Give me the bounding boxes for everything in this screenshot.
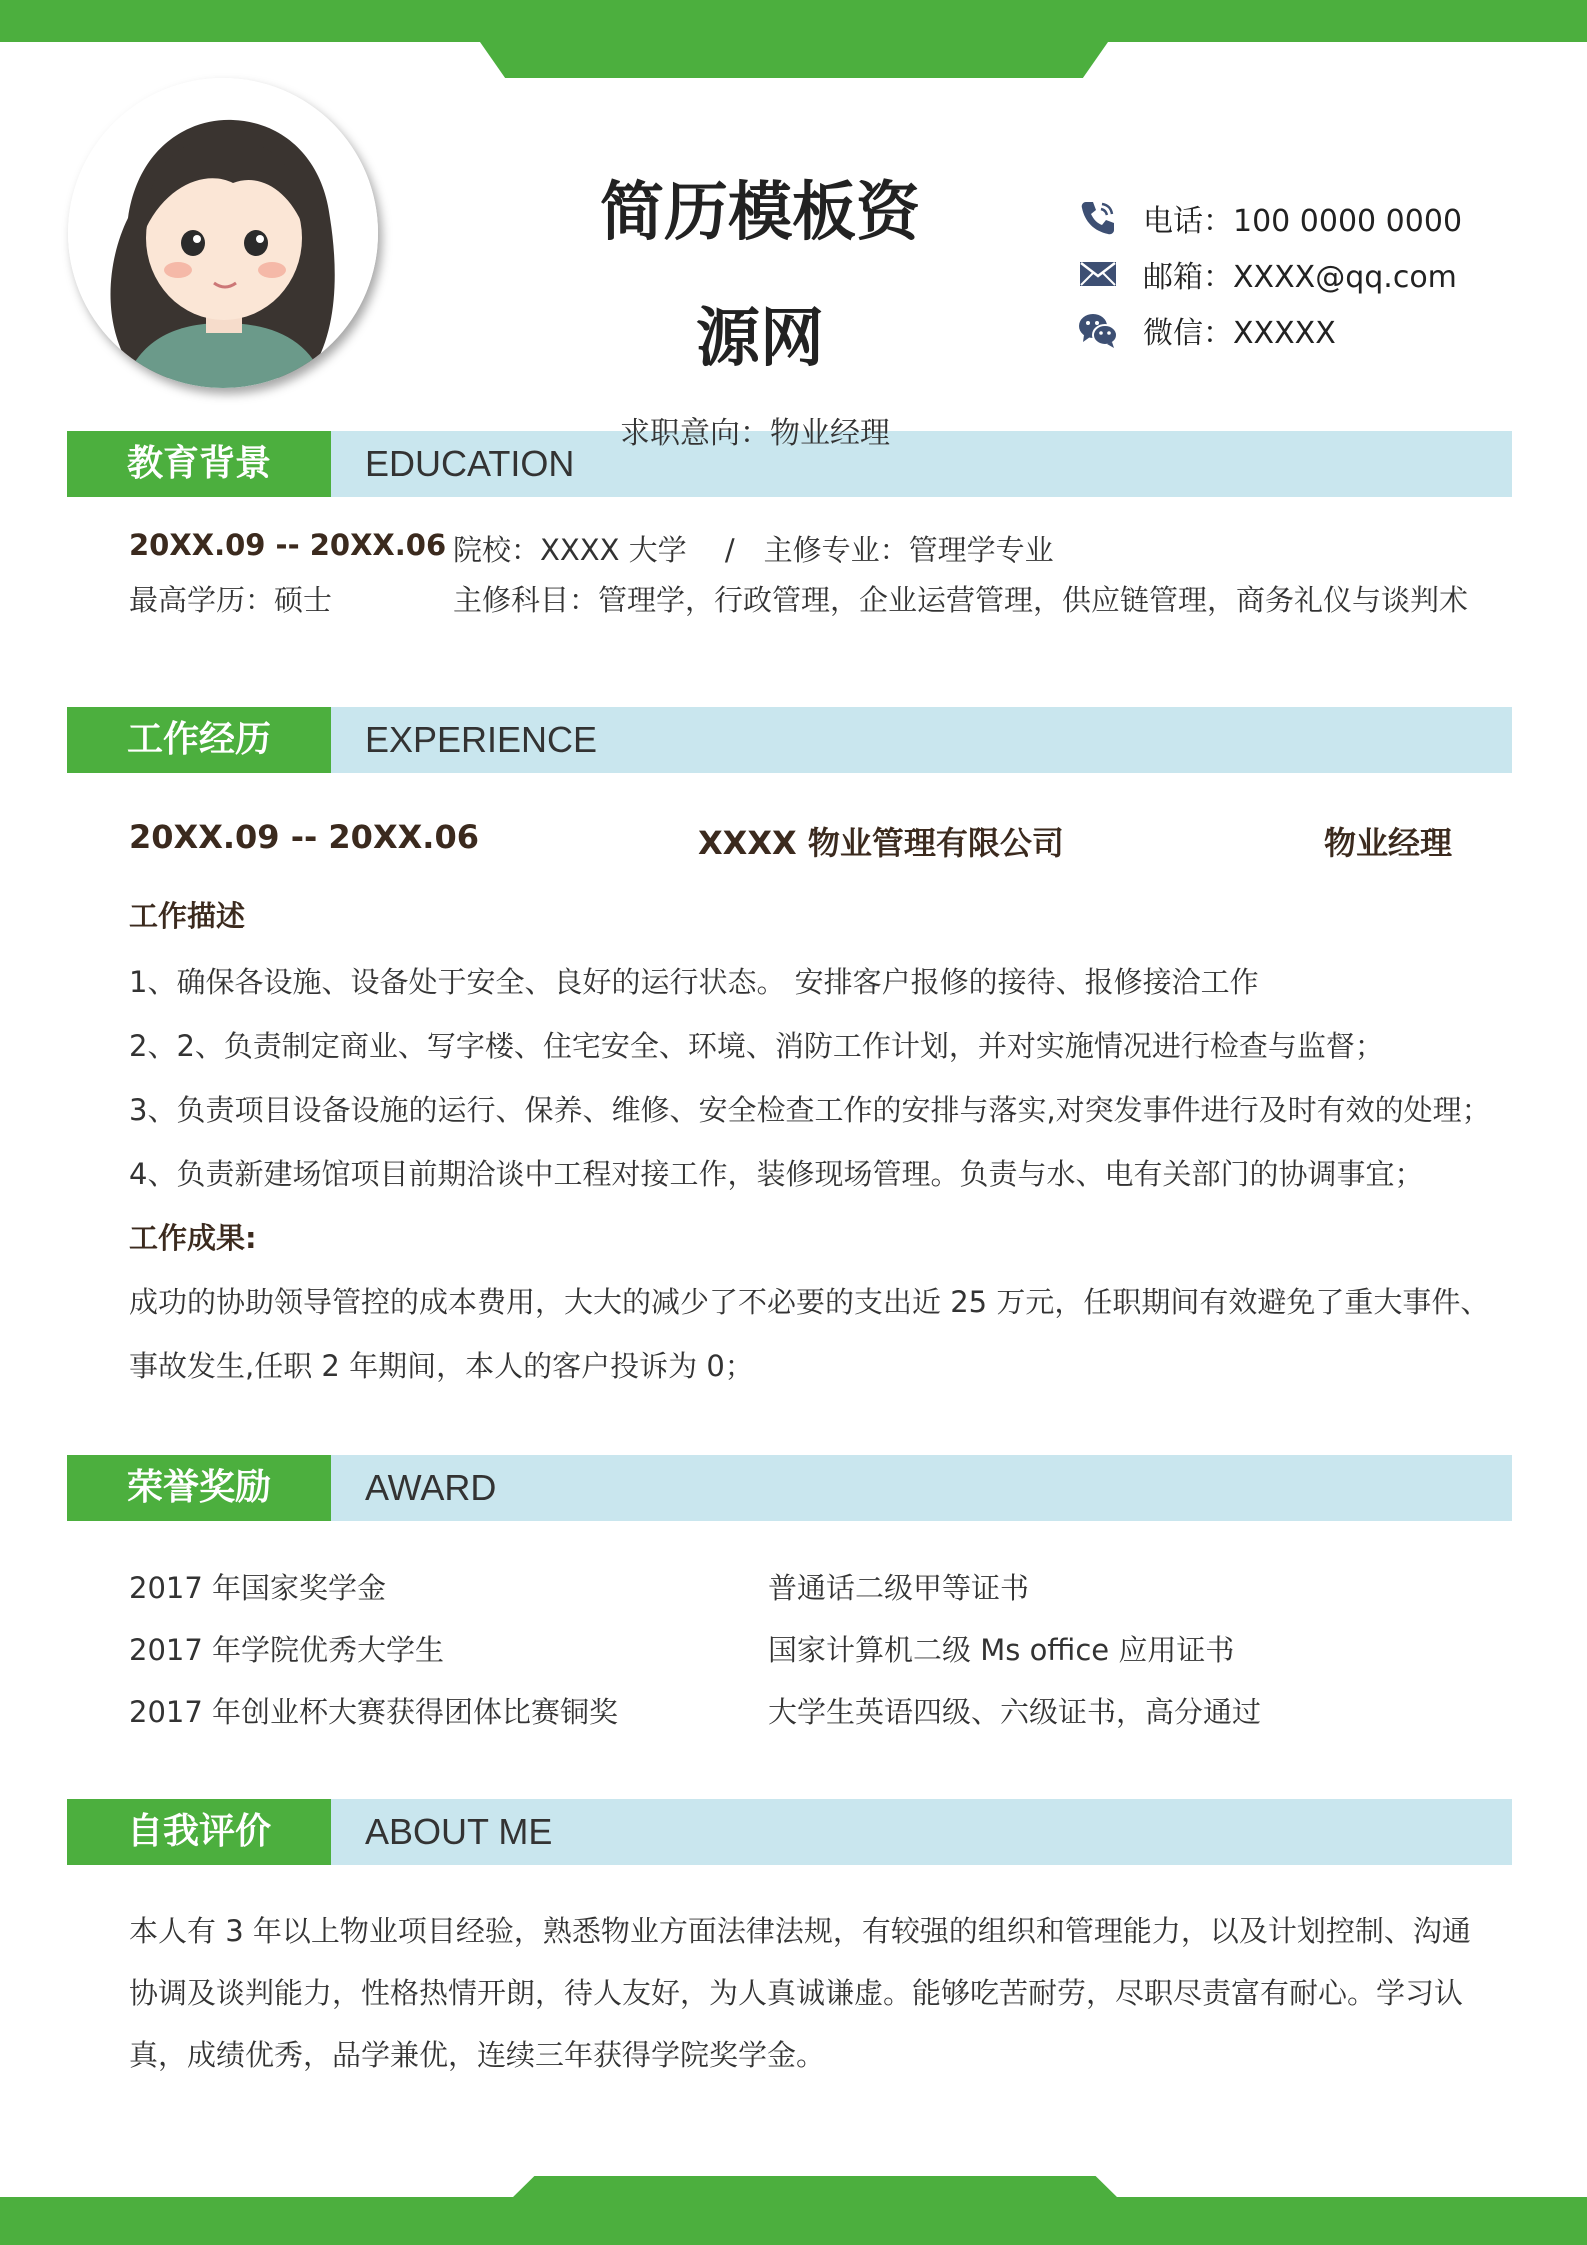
work-desc-item: 3、负责项目设备设施的运行、保养、维修、安全检查工作的安排与落实,对突发事件进行及时有效的处理； bbox=[129, 1093, 1491, 1127]
wechat-text: 微信：XXXXX bbox=[1143, 316, 1336, 351]
about-line: 协调及谈判能力，性格热情开朗，待人友好，为人真诚谦虚。能够吃苦耐劳，尽职尽责富有耐心。学习认 bbox=[129, 1976, 1464, 2010]
experience-title-en: EXPERIENCE bbox=[365, 719, 598, 760]
phone-text: 电话：100 0000 0000 bbox=[1143, 204, 1463, 239]
top-accent-bar bbox=[0, 0, 1587, 42]
wechat-icon bbox=[1075, 310, 1121, 350]
about-title-cn: 自我评价 bbox=[67, 1799, 331, 1865]
about-line: 真，成绩优秀，品学兼优，连续三年获得学院奖学金。 bbox=[129, 2038, 826, 2072]
education-title-cn: 教育背景 bbox=[67, 431, 331, 497]
avatar-illustration bbox=[68, 78, 378, 388]
education-dates: 20XX.09 -- 20XX.06 bbox=[129, 528, 447, 562]
name-line-1: 简历模板资 bbox=[600, 176, 920, 250]
contact-email bbox=[1075, 246, 1555, 302]
bottom-accent-bar bbox=[0, 2197, 1587, 2245]
award-item: 2017 年学院优秀大学生 bbox=[129, 1633, 445, 1667]
phone-icon bbox=[1075, 198, 1121, 238]
certificate-item: 大学生英语四级、六级证书，高分通过 bbox=[768, 1695, 1262, 1729]
education-degree: 最高学历：硕士 bbox=[129, 583, 333, 617]
mail-icon bbox=[1075, 254, 1121, 294]
email-text: 邮箱：XXXX@qq.com bbox=[1143, 260, 1457, 295]
contact-wechat bbox=[1075, 302, 1555, 358]
education-school-major: 院校：XXXX 大学 / 主修专业：管理学专业 bbox=[453, 533, 1054, 567]
award-title-cn: 荣誉奖励 bbox=[67, 1455, 331, 1521]
experience-company: XXXX 物业管理有限公司 bbox=[698, 824, 1064, 862]
education-title-en: EDUCATION bbox=[365, 443, 575, 484]
work-result-line: 事故发生,任职 2 年期间，本人的客户投诉为 0； bbox=[129, 1349, 754, 1383]
experience-header bbox=[67, 707, 1512, 773]
experience-position: 物业经理 bbox=[1324, 824, 1453, 862]
work-desc-title: 工作描述 bbox=[129, 899, 246, 933]
about-title-en: ABOUT ME bbox=[365, 1811, 553, 1852]
avatar bbox=[68, 78, 378, 388]
name-line-2: 源网 bbox=[696, 302, 824, 376]
contact-phone bbox=[1075, 190, 1555, 246]
about-line: 本人有 3 年以上物业项目经验，熟悉物业方面法律法规，有较强的组织和管理能力，以及计划控制、沟通 bbox=[129, 1914, 1471, 1948]
contact-list bbox=[1075, 190, 1555, 358]
award-item: 2017 年国家奖学金 bbox=[129, 1571, 387, 1605]
award-header bbox=[67, 1455, 1512, 1521]
work-result-line: 成功的协助领导管控的成本费用，大大的减少了不必要的支出近 25 万元，任职期间有效避免了重大事件、 bbox=[129, 1285, 1490, 1319]
award-item: 2017 年创业杯大赛获得团体比赛铜奖 bbox=[129, 1695, 619, 1729]
work-desc-item: 1、确保各设施、设备处于安全、良好的运行状态。 安排客户报修的接待、报修接洽工作 bbox=[129, 965, 1259, 999]
education-courses: 主修科目：管理学，行政管理，企业运营管理，供应链管理，商务礼仪与谈判术 bbox=[453, 583, 1469, 617]
about-header bbox=[67, 1799, 1512, 1865]
award-title-en: AWARD bbox=[365, 1467, 497, 1508]
candidate-name bbox=[560, 150, 960, 402]
experience-title-cn: 工作经历 bbox=[67, 707, 331, 773]
top-accent-tab bbox=[480, 42, 1108, 78]
certificate-item: 国家计算机二级 Ms office 应用证书 bbox=[768, 1633, 1235, 1667]
work-result-title: 工作成果: bbox=[129, 1221, 257, 1255]
work-desc-item: 4、负责新建场馆项目前期洽谈中工程对接工作，装修现场管理。负责与水、电有关部门的协调事宜； bbox=[129, 1157, 1424, 1191]
certificate-item: 普通话二级甲等证书 bbox=[768, 1571, 1030, 1605]
experience-dates: 20XX.09 -- 20XX.06 bbox=[129, 818, 479, 856]
work-desc-item: 2、2、负责制定商业、写字楼、住宅安全、环境、消防工作计划，并对实施情况进行检查与监督； bbox=[129, 1029, 1384, 1063]
job-objective: 求职意向：物业经理 bbox=[620, 416, 890, 451]
